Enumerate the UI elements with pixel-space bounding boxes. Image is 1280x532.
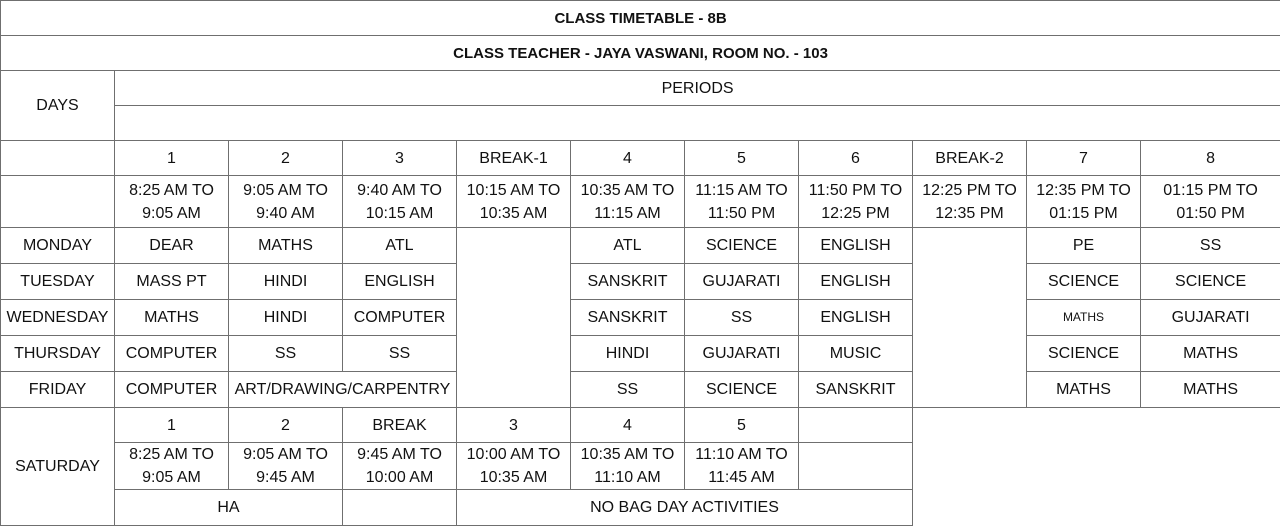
- saturday-blank-cell: [799, 443, 913, 490]
- time-end: 01:15 PM: [1049, 204, 1118, 222]
- subject-cell: SCIENCE: [1027, 264, 1141, 300]
- subject-cell: ENGLISH: [799, 300, 913, 336]
- saturday-period-header: BREAK: [343, 408, 457, 443]
- subject-cell: MATHS: [1141, 372, 1280, 408]
- subject-cell: SCIENCE: [685, 228, 799, 264]
- saturday-time: [685, 443, 799, 490]
- time-end: 10:15 AM: [365, 204, 434, 222]
- empty-area: [913, 408, 1280, 526]
- subject-cell: MATHS: [115, 300, 229, 336]
- time-end: 9:05 AM: [142, 469, 201, 486]
- time-end: 9:45 AM: [256, 469, 315, 486]
- subject-cell: ENGLISH: [799, 264, 913, 300]
- period-time: [457, 176, 571, 228]
- period-header: 8: [1141, 141, 1280, 176]
- time-start: 10:35 AM TO: [580, 446, 675, 463]
- class-teacher-info: CLASS TEACHER - JAYA VASWANI, ROOM NO. - 103: [1, 36, 1280, 71]
- subject-cell: ATL: [343, 228, 457, 264]
- subject-cell: SS: [343, 336, 457, 372]
- saturday-blank-cell: [343, 490, 457, 526]
- time-end: 11:10 AM: [594, 469, 661, 486]
- time-end: 9:05 AM: [142, 204, 201, 222]
- saturday-period-header: 2: [229, 408, 343, 443]
- subject-cell: HINDI: [571, 336, 685, 372]
- subject-cell: SS: [571, 372, 685, 408]
- subject-cell: SCIENCE: [1027, 336, 1141, 372]
- saturday-time: [343, 443, 457, 490]
- period-time: [1027, 176, 1141, 228]
- period-header: 2: [229, 141, 343, 176]
- period-time: [571, 176, 685, 228]
- saturday-time: [115, 443, 229, 490]
- period-time: [229, 176, 343, 228]
- period-time: [685, 176, 799, 228]
- subject-cell: SS: [685, 300, 799, 336]
- subject-cell: HINDI: [229, 264, 343, 300]
- subject-cell: DEAR: [115, 228, 229, 264]
- subject-cell: MATHS: [1027, 372, 1141, 408]
- time-start: 8:25 AM TO: [129, 446, 214, 463]
- subject-cell: MASS PT: [115, 264, 229, 300]
- subject-cell: SS: [1141, 228, 1280, 264]
- day-column-blank: [1, 176, 115, 228]
- subject-cell: ENGLISH: [799, 228, 913, 264]
- day-label: TUESDAY: [1, 264, 115, 300]
- subject-cell: SANSKRIT: [571, 300, 685, 336]
- time-start: 11:50 PM TO: [808, 181, 903, 199]
- subject-cell: SS: [229, 336, 343, 372]
- saturday-period-header: 4: [571, 408, 685, 443]
- subject-cell: MATHS: [1027, 300, 1141, 336]
- subject-cell: COMPUTER: [343, 300, 457, 336]
- subject-cell: COMPUTER: [115, 372, 229, 408]
- subject-cell: SCIENCE: [685, 372, 799, 408]
- time-start: 8:25 AM TO: [129, 181, 214, 199]
- period-header: 1: [115, 141, 229, 176]
- time-start: 12:25 PM TO: [922, 181, 1017, 199]
- periods-header-blank: [115, 106, 1280, 141]
- time-start: 10:00 AM TO: [466, 446, 561, 463]
- period-header: 4: [571, 141, 685, 176]
- day-label: MONDAY: [1, 228, 115, 264]
- time-end: 11:45 AM: [708, 469, 775, 486]
- subject-cell: HINDI: [229, 300, 343, 336]
- day-label: THURSDAY: [1, 336, 115, 372]
- time-end: 11:15 AM: [594, 204, 661, 222]
- time-start: 9:40 AM TO: [357, 181, 442, 199]
- period-header: BREAK-1: [457, 141, 571, 176]
- break-2-cell: [913, 228, 1027, 408]
- day-column-blank: [1, 141, 115, 176]
- timetable-title: CLASS TIMETABLE - 8B: [1, 1, 1280, 36]
- period-time: [1141, 176, 1280, 228]
- subject-cell: MATHS: [1141, 336, 1280, 372]
- subject-cell: GUJARATI: [685, 336, 799, 372]
- time-start: 12:35 PM TO: [1036, 181, 1131, 199]
- saturday-blank-cell: [799, 408, 913, 443]
- period-time: [799, 176, 913, 228]
- time-end: 01:50 PM: [1176, 204, 1245, 222]
- subject-cell: ART/DRAWING/CARPENTRY: [229, 372, 457, 408]
- time-end: 9:40 AM: [256, 204, 315, 222]
- time-start: 9:05 AM TO: [243, 181, 328, 199]
- time-end: 12:25 PM: [821, 204, 890, 222]
- period-time: [343, 176, 457, 228]
- time-start: 9:05 AM TO: [243, 446, 328, 463]
- period-time: [913, 176, 1027, 228]
- time-start: 11:15 AM TO: [695, 181, 788, 199]
- subject-cell: SANSKRIT: [799, 372, 913, 408]
- subject-cell: ATL: [571, 228, 685, 264]
- break-1-cell: [457, 228, 571, 408]
- time-end: 11:50 PM: [707, 204, 776, 222]
- time-end: 12:35 PM: [935, 204, 1004, 222]
- subject-cell: PE: [1027, 228, 1141, 264]
- period-time: [115, 176, 229, 228]
- time-start: 10:15 AM TO: [466, 181, 561, 199]
- time-start: 10:35 AM TO: [580, 181, 675, 199]
- period-header: BREAK-2: [913, 141, 1027, 176]
- time-start: 01:15 PM TO: [1163, 181, 1258, 199]
- time-start: 11:10 AM TO: [695, 446, 788, 463]
- subject-cell: SCIENCE: [1141, 264, 1280, 300]
- subject-cell: SANSKRIT: [571, 264, 685, 300]
- subject-cell: GUJARATI: [685, 264, 799, 300]
- day-label: SATURDAY: [1, 408, 115, 526]
- periods-header: PERIODS: [115, 71, 1280, 106]
- subject-cell: GUJARATI: [1141, 300, 1280, 336]
- saturday-period-header: 3: [457, 408, 571, 443]
- saturday-time: [571, 443, 685, 490]
- time-start: 9:45 AM TO: [357, 446, 442, 463]
- saturday-period-header: 1: [115, 408, 229, 443]
- subject-cell: MATHS: [229, 228, 343, 264]
- period-header: 5: [685, 141, 799, 176]
- saturday-activity-ha: HA: [115, 490, 343, 526]
- period-header: 3: [343, 141, 457, 176]
- subject-cell: COMPUTER: [115, 336, 229, 372]
- day-label: WEDNESDAY: [1, 300, 115, 336]
- period-header: 6: [799, 141, 913, 176]
- period-header: 7: [1027, 141, 1141, 176]
- saturday-activity-no-bag-day: NO BAG DAY ACTIVITIES: [457, 490, 913, 526]
- subject-cell: ENGLISH: [343, 264, 457, 300]
- subject-cell: MUSIC: [799, 336, 913, 372]
- time-end: 10:00 AM: [365, 469, 434, 486]
- saturday-time: [229, 443, 343, 490]
- time-end: 10:35 AM: [479, 469, 548, 486]
- saturday-period-header: 5: [685, 408, 799, 443]
- saturday-time: [457, 443, 571, 490]
- day-label: FRIDAY: [1, 372, 115, 408]
- time-end: 10:35 AM: [479, 204, 548, 222]
- days-header: DAYS: [1, 71, 115, 141]
